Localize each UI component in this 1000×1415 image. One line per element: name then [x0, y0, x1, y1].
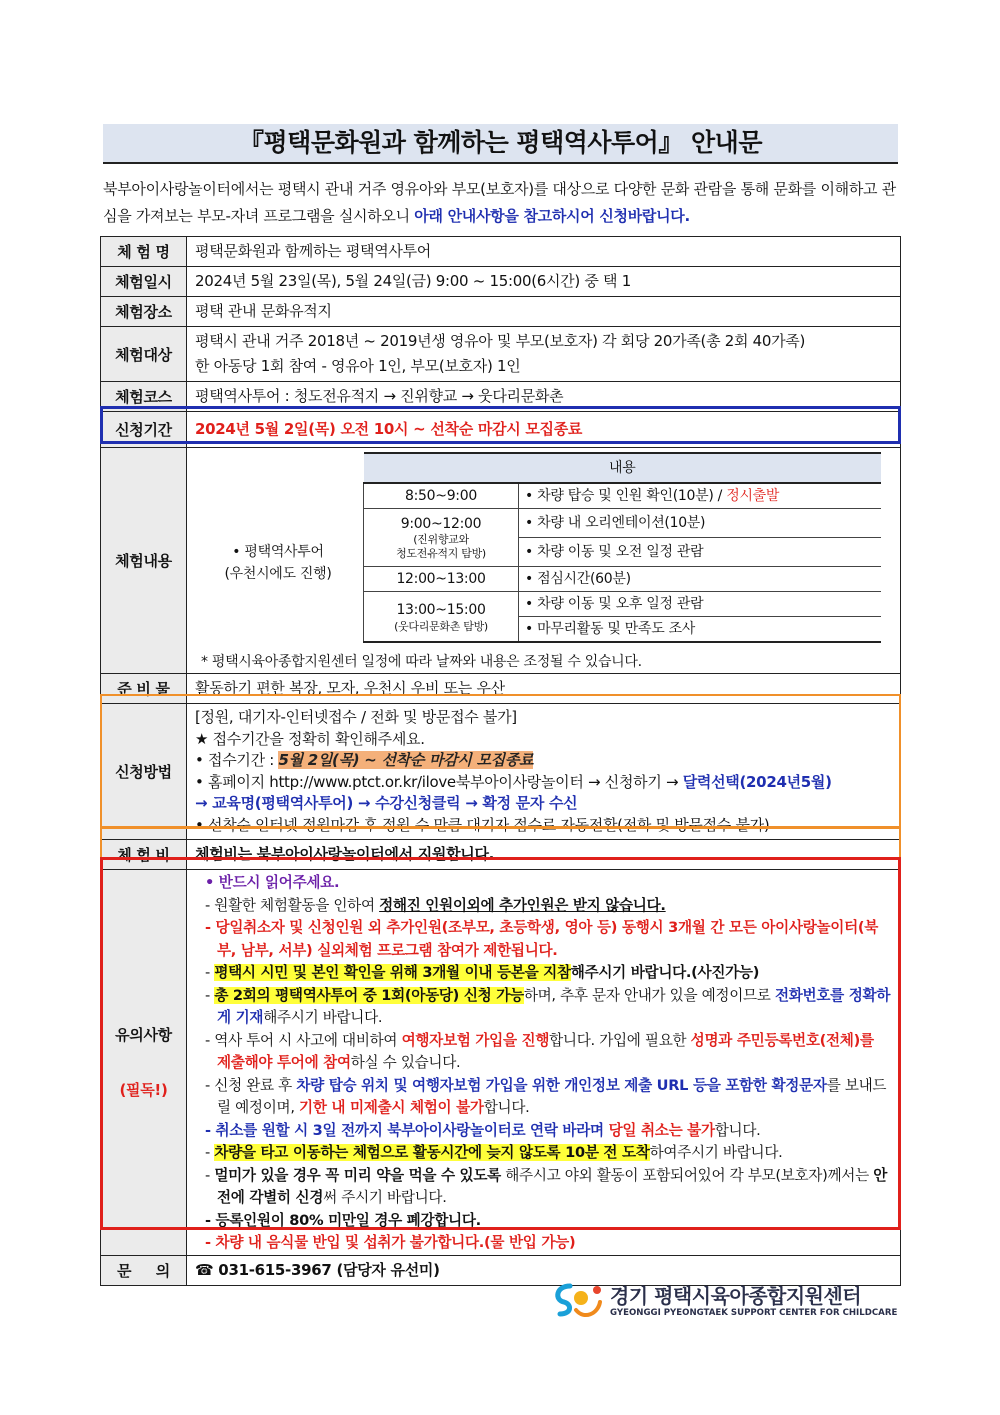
caution-6-text: - 신청 완료 후: [205, 1076, 297, 1094]
method-line5: → 교육명(평택역사투어) → 수강신청클릭 → 확정 문자 수신: [195, 794, 578, 812]
row-fee: [101, 840, 901, 870]
slot-sub: (진위향교와 청도전유적지 탐방): [396, 532, 486, 560]
caution-3: [201, 962, 892, 985]
caution-6-end: 합니다.: [483, 1099, 530, 1116]
caution-6-blue: 차량 탑승 위치 및 여행자보험 가입을 위한 개인정보 제출 URL 등을 포함한 확정문자: [296, 1076, 827, 1094]
caution-6-mid: 를 보내드릴 예정이며,: [217, 1076, 887, 1116]
caution-7-red: 당일 취소는 불가: [608, 1121, 715, 1139]
caution-4-blue: 전화번호를 정확하게 기재: [217, 986, 891, 1026]
label-period: 신청기간: [101, 412, 187, 448]
row-prep: [101, 674, 901, 704]
target-line1: 평택시 관내 거주 2018년 ~ 2019년생 영유아 및 부모(보호자) 각 회당 20가족(총 2회 40가족): [195, 332, 806, 350]
method-period-label: • 접수기간 :: [195, 751, 279, 769]
label-contact: 문 의: [101, 1255, 187, 1285]
value-course: 평택역사투어 : 청도전유적지 → 진위향교 → 웃다리문화촌: [187, 382, 901, 412]
program-cell: [193, 483, 364, 642]
slot-sub: (웃다리문화촌 탐방): [394, 619, 488, 633]
value-period: 2024년 5월 2일(목) 오전 10시 ~ 선착순 마감시 모집종료: [187, 412, 901, 448]
program-name: • 평택역사투어: [232, 543, 324, 560]
row-method: [101, 704, 901, 840]
caution-4-text: 하며, 추후 문자 안내가 있을 예정이므로: [523, 986, 775, 1004]
caution-9-dash: -: [205, 1166, 215, 1184]
method-calendar: 달력선택(2024년5월): [682, 772, 832, 791]
caution-8: [201, 1142, 892, 1165]
slot-time-cell: [364, 509, 519, 567]
label-course: 체험코스: [101, 382, 187, 412]
caution-3-dash: -: [205, 964, 215, 981]
caution-5-end: 하실 수 있습니다.: [350, 1054, 461, 1071]
value-method: [187, 704, 901, 840]
intro-text: 북부아이사랑놀이터에서는 평택시 관내 거주 영유아와 부모(보호자)를 대상으로 다양한 문화 관람을 통해 문화를 이해하고 관심을 가져보는 부모-자녀 프로그램을 실시하오니: [103, 180, 896, 225]
caution-4: [201, 985, 892, 1030]
method-line2: ★ 접수기간을 정확히 확인해주세요.: [195, 729, 425, 748]
logo-mark-icon: [550, 1280, 606, 1322]
caution-5: [201, 1030, 892, 1075]
caution-1-emph: 정해진 인원이외에 추가인원은 받지 않습니다.: [379, 896, 666, 914]
caution-5-red: 여행자보험 가입을 진행: [401, 1031, 550, 1049]
schedule-header: 내용: [364, 453, 882, 483]
schedule-table: [193, 452, 881, 643]
slot-time: 8:50~9:00: [364, 483, 519, 509]
method-line6: • 선착순 인터넷 정원마감 후 정원 수 만큼 대기자 접수로 자동전환(전화 및 방문접수 불가): [195, 815, 770, 834]
caution-9-text: 해주시고 야외 활동이 포함되어있어 각 부모(보호자)께서는: [500, 1166, 874, 1184]
value-fee: 체험비는 북부아이사랑놀이터에서 지원합니다.: [187, 840, 901, 870]
caution-5-text: - 역사 투어 시 사고에 대비하여: [205, 1031, 402, 1049]
row-target: [101, 327, 901, 382]
info-table: [100, 236, 901, 1286]
label-content: 체험내용: [101, 448, 187, 674]
slot-time-cell: [364, 592, 519, 643]
value-content: [187, 448, 901, 674]
label-name: 체 험 명: [101, 237, 187, 267]
intro-highlight: 아래 안내사항을 참고하시어 신청바랍니다.: [414, 207, 690, 225]
label-prep: 준 비 물: [101, 674, 187, 704]
label-caution-cell: [101, 870, 187, 1256]
row-course: [101, 382, 901, 412]
row-place: [101, 297, 901, 327]
caution-8-dash: -: [205, 1144, 215, 1161]
caution-7: [201, 1120, 892, 1143]
value-caution: [187, 870, 901, 1256]
slot-item: • 마무리활동 및 만족도 조사: [519, 617, 882, 643]
caution-4-dash: -: [205, 986, 215, 1004]
caution-10: - 등록인원이 80% 미만일 경우 폐강합니다.: [205, 1211, 481, 1229]
caution-0: • 반드시 읽어주세요.: [205, 874, 340, 891]
slot-item-text: • 차량 탑승 및 인원 확인(10분) /: [525, 488, 727, 504]
label-date: 체험일시: [101, 267, 187, 297]
caution-4-end: 해주시기 바랍니다.: [263, 1009, 383, 1026]
value-name: 평택문화원과 함께하는 평택역사투어: [187, 237, 901, 267]
slot-time: 12:00~13:00: [364, 567, 519, 592]
caution-1-text: - 원활한 체험활동을 인하여: [205, 896, 380, 914]
slot-item-red: 정시출발: [726, 488, 780, 504]
caution-9-end: 써 주시기 바랍니다.: [323, 1189, 447, 1206]
slot-item: [519, 483, 882, 509]
logo-subtitle: GYEONGGI PYEONGTAEK SUPPORT CENTER FOR CHILDCARE: [610, 1308, 898, 1318]
intro-paragraph: [103, 176, 900, 230]
caution-2: - 당일취소자 및 신청인원 외 추가인원(조부모, 초등학생, 영아 등) 동행시 3개월 간 모든 아이사랑놀이터(북부, 남부, 서부) 실외체험 프로그램 참여가 제한됩니다.: [205, 919, 879, 959]
value-place: 평택 관내 문화유적지: [187, 297, 901, 327]
value-date: 2024년 5월 23일(목), 5월 24일(금) 9:00 ~ 15:00(6시간) 중 택 1: [187, 267, 901, 297]
value-contact: ☎ 031-615-3967 (담당자 유선미): [187, 1255, 901, 1285]
caution-3-emph: 평택시 시민 및 본인 확인을 위해 3개월 이내 등본을 지참: [214, 964, 571, 981]
program-note: (우천시에도 진행): [224, 565, 332, 582]
row-period: [101, 412, 901, 448]
method-line3: [195, 750, 892, 772]
row-date: [101, 267, 901, 297]
caution-8-end: 하여주시기 바랍니다.: [649, 1144, 783, 1161]
page-title: 『평택문화원과 함께하는 평택역사투어』 안내문: [103, 124, 898, 164]
label-target: 체험대상: [101, 327, 187, 382]
method-homepage[interactable]: • 홈페이지 http://www.ptct.or.kr/ilove북부아이사랑놀이터 → 신청하기 →: [195, 772, 683, 791]
caution-6-red: 기한 내 미제출시 체험이 불가: [299, 1099, 484, 1116]
caution-3-text: 해주시기 바랍니다.(사진가능): [570, 964, 760, 981]
value-target: [187, 327, 901, 382]
caution-6: [201, 1075, 892, 1120]
caution-1: [201, 895, 892, 918]
label-caution-required: (필독!): [119, 1081, 168, 1100]
row-caution: [101, 870, 901, 1256]
slot-item: • 차량 이동 및 오전 일정 관람: [519, 538, 882, 567]
caution-4-emph: 총 2회의 평택역사투어 중 1회(아동당) 신청 가능: [214, 986, 524, 1004]
center-logo: [550, 1280, 900, 1322]
caution-8-emph: 차량을 타고 이동하는 체험으로 활동시간에 늦지 않도록 10분 전 도착: [214, 1144, 650, 1161]
content-note: * 평택시육아종합지원센터 일정에 따라 날짜와 내용은 조정될 수 있습니다.: [201, 654, 642, 670]
caution-11: - 차량 내 음식물 반입 및 섭취가 불가합니다.(물 반입 가능): [205, 1234, 576, 1251]
label-fee: 체 험 비: [101, 840, 187, 870]
method-line4: [195, 772, 892, 794]
row-content: [101, 448, 901, 674]
row-name: [101, 237, 901, 267]
slot-item: • 점심시간(60분): [519, 567, 882, 592]
caution-5-red2: 성명과 주민등록번호(전체)를 제출해야 투어에 참여: [217, 1031, 874, 1071]
value-prep: 활동하기 편한 복장, 모자, 우천시 우비 또는 우산: [187, 674, 901, 704]
slot-item: • 차량 내 오리엔테이션(10분): [519, 509, 882, 538]
caution-7-blue: - 취소를 원할 시 3일 전까지 북부아이사랑놀이터로 연락 바라며: [205, 1121, 609, 1139]
slot-time: 13:00~15:00: [396, 601, 486, 618]
caution-9: [201, 1165, 892, 1210]
caution-7-end: 합니다.: [714, 1121, 761, 1139]
method-line1: [정원, 대기자-인터넷접수 / 전화 및 방문접수 불가]: [195, 708, 517, 726]
label-place: 체험장소: [101, 297, 187, 327]
label-method: 신청방법: [101, 704, 187, 840]
slot-time: 9:00~12:00: [400, 515, 482, 532]
caution-5-mid: 합니다. 가입에 필요한: [549, 1031, 691, 1049]
method-period-value: 5월 2일(목) ~ 선착순 마감시 모집종료: [278, 751, 534, 769]
target-line2: 한 아동당 1회 참여 - 영유아 1인, 부모(보호자) 1인: [195, 357, 521, 375]
label-caution: 유의사항: [115, 1026, 172, 1045]
caution-9-emph: 멀미가 있을 경우 꼭 미리 약을 먹을 수 있도록: [214, 1166, 501, 1184]
slot-item: • 차량 이동 및 오후 일정 관람: [519, 592, 882, 617]
logo-name: 경기 평택시육아종합지원센터: [610, 1284, 862, 1308]
caution-9-emph2: 안전에 각별히 신경: [217, 1166, 888, 1206]
